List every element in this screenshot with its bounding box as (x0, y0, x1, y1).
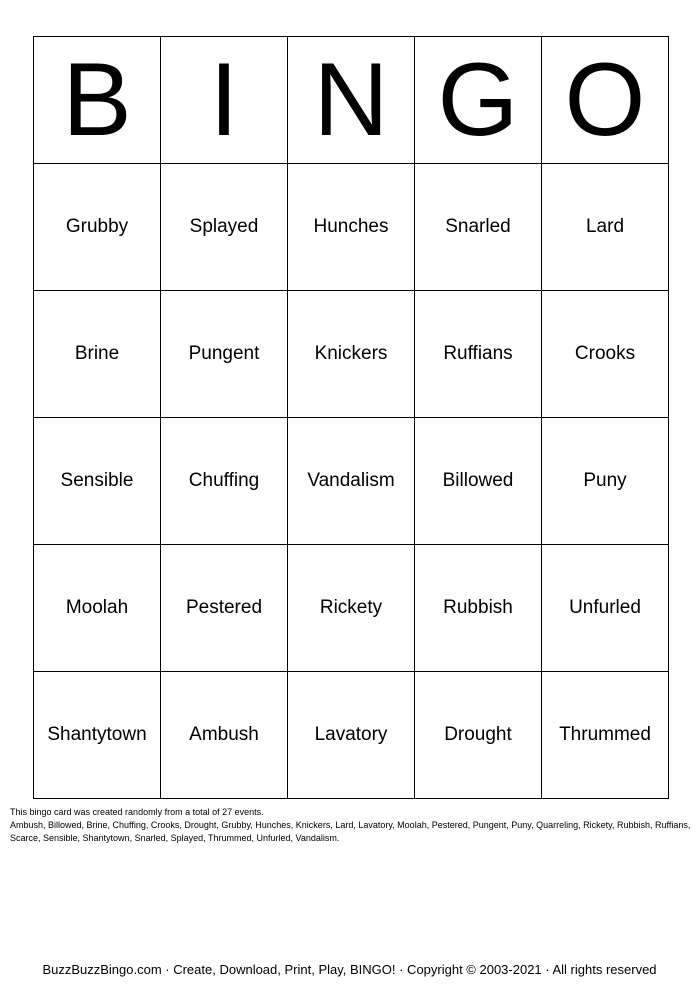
header-letter-o: O (542, 37, 669, 164)
bingo-row (34, 164, 669, 291)
bingo-cell: Knickers (288, 291, 415, 418)
bingo-row (34, 418, 669, 545)
bingo-cell: Moolah (34, 545, 161, 672)
bingo-cell: Unfurled (542, 545, 669, 672)
bingo-cell: Sensible (34, 418, 161, 545)
bingo-cell: Ambush (161, 672, 288, 799)
bingo-cell: Crooks (542, 291, 669, 418)
bingo-row (34, 291, 669, 418)
bingo-row (34, 672, 669, 799)
bingo-cell: Hunches (288, 164, 415, 291)
bingo-cell: Puny (542, 418, 669, 545)
bingo-cell: Pestered (161, 545, 288, 672)
bingo-cell: Splayed (161, 164, 288, 291)
bingo-cell: Snarled (415, 164, 542, 291)
bingo-cell: Grubby (34, 164, 161, 291)
header-letter-i: I (161, 37, 288, 164)
info-summary: This bingo card was created randomly from a total of 27 events. (10, 807, 264, 817)
bingo-cell: Lard (542, 164, 669, 291)
header-letter-b: B (34, 37, 161, 164)
bingo-cell: Ruffians (415, 291, 542, 418)
bingo-card (33, 36, 669, 799)
bingo-row (34, 545, 669, 672)
bingo-cell: Pungent (161, 291, 288, 418)
bingo-cell: Vandalism (288, 418, 415, 545)
header-letter-g: G (415, 37, 542, 164)
bingo-cell: Drought (415, 672, 542, 799)
bingo-header-row (34, 37, 669, 164)
bingo-cell: Rubbish (415, 545, 542, 672)
bingo-cell: Lavatory (288, 672, 415, 799)
bingo-cell: Shantytown (34, 672, 161, 799)
bingo-cell: Brine (34, 291, 161, 418)
bingo-cell: Rickety (288, 545, 415, 672)
card-info (10, 806, 694, 845)
footer-credits: BuzzBuzzBingo.com · Create, Download, Print, Play, BINGO! · Copyright © 2003-2021 · All rights reserved (42, 962, 657, 977)
bingo-cell: Chuffing (161, 418, 288, 545)
bingo-cell: Billowed (415, 418, 542, 545)
header-letter-n: N (288, 37, 415, 164)
bingo-cell: Thrummed (542, 672, 669, 799)
info-event-list: Ambush, Billowed, Brine, Chuffing, Crooks, Drought, Grubby, Hunches, Knickers, Lard, Lavatory, Moolah, Pestered, Pungent, Puny, Quarreling, Rickety, Rubbish, Ruffians, Scarce, Sensible, Shantytown, Snarled, Splayed, Thrummed, Unfurled, Vandalism. (10, 820, 691, 843)
